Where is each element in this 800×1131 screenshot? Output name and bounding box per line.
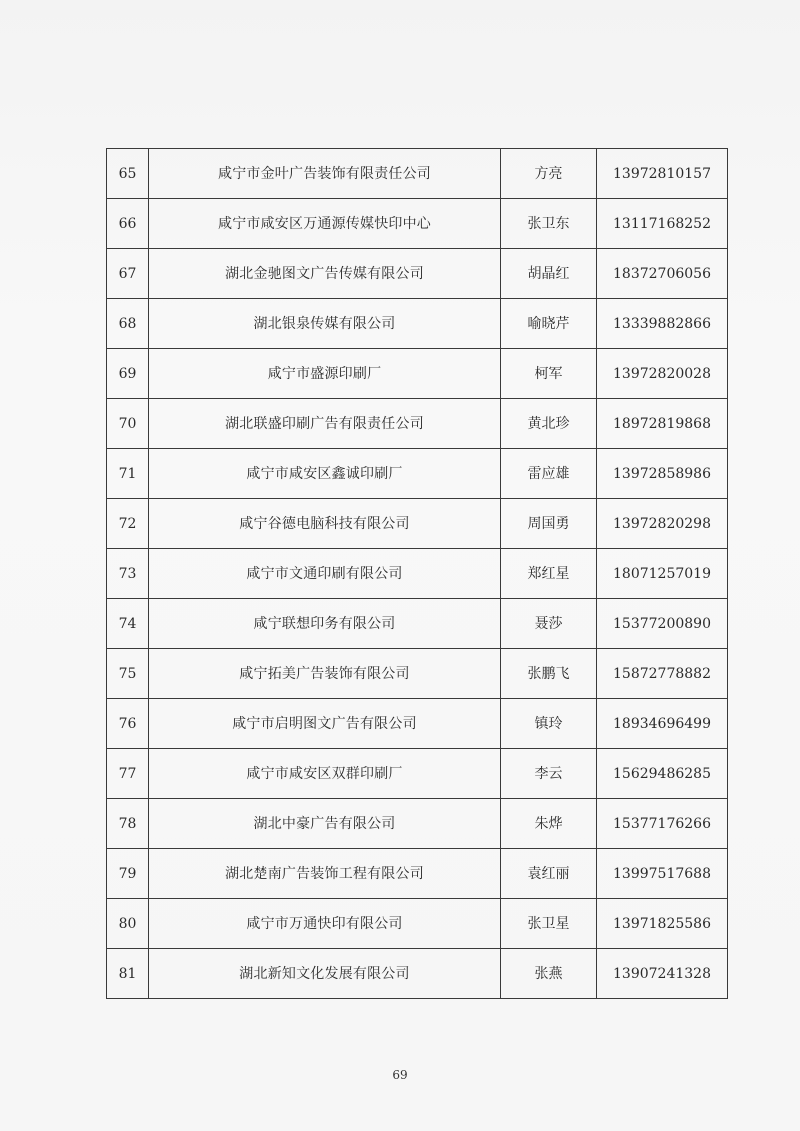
- company-name-cell: 湖北联盛印刷广告有限责任公司: [149, 399, 501, 449]
- company-name-cell: 咸宁市咸安区万通源传媒快印中心: [149, 199, 501, 249]
- table-row: [107, 549, 728, 599]
- company-name-cell: 咸宁市文通印刷有限公司: [149, 549, 501, 599]
- contact-person-cell: 镇玲: [501, 699, 597, 749]
- contact-person-cell: 张鹏飞: [501, 649, 597, 699]
- contact-person-cell: 张燕: [501, 949, 597, 999]
- company-name-cell: 湖北中豪广告有限公司: [149, 799, 501, 849]
- row-number-cell: 79: [107, 849, 149, 899]
- row-number-cell: 69: [107, 349, 149, 399]
- phone-number-cell: 13339882866: [597, 299, 728, 349]
- contact-person-cell: 周国勇: [501, 499, 597, 549]
- row-number-cell: 72: [107, 499, 149, 549]
- row-number-cell: 70: [107, 399, 149, 449]
- phone-number-cell: 15377200890: [597, 599, 728, 649]
- phone-number-cell: 18071257019: [597, 549, 728, 599]
- company-name-cell: 咸宁市万通快印有限公司: [149, 899, 501, 949]
- row-number-cell: 81: [107, 949, 149, 999]
- row-number-cell: 73: [107, 549, 149, 599]
- table-row: [107, 899, 728, 949]
- company-contact-table: [106, 148, 728, 999]
- phone-number-cell: 13972810157: [597, 149, 728, 199]
- phone-number-cell: 13971825586: [597, 899, 728, 949]
- table-row: [107, 499, 728, 549]
- table-row: [107, 399, 728, 449]
- page-number: 69: [392, 1068, 408, 1082]
- table-row: [107, 449, 728, 499]
- phone-number-cell: 13972820298: [597, 499, 728, 549]
- company-name-cell: 湖北银泉传媒有限公司: [149, 299, 501, 349]
- row-number-cell: 68: [107, 299, 149, 349]
- row-number-cell: 76: [107, 699, 149, 749]
- phone-number-cell: 18934696499: [597, 699, 728, 749]
- row-number-cell: 71: [107, 449, 149, 499]
- table-row: [107, 799, 728, 849]
- contact-person-cell: 胡晶红: [501, 249, 597, 299]
- contact-person-cell: 李云: [501, 749, 597, 799]
- phone-number-cell: 15377176266: [597, 799, 728, 849]
- table-row: [107, 849, 728, 899]
- company-name-cell: 咸宁拓美广告装饰有限公司: [149, 649, 501, 699]
- phone-number-cell: 13972858986: [597, 449, 728, 499]
- company-name-cell: 湖北金驰图文广告传媒有限公司: [149, 249, 501, 299]
- table-row: [107, 749, 728, 799]
- company-name-cell: 咸宁市咸安区双群印刷厂: [149, 749, 501, 799]
- table-row: [107, 299, 728, 349]
- row-number-cell: 67: [107, 249, 149, 299]
- row-number-cell: 74: [107, 599, 149, 649]
- table-row: [107, 649, 728, 699]
- table-row: [107, 349, 728, 399]
- contact-person-cell: 雷应雄: [501, 449, 597, 499]
- table-row: [107, 149, 728, 199]
- table-row: [107, 699, 728, 749]
- phone-number-cell: 15872778882: [597, 649, 728, 699]
- phone-number-cell: 13997517688: [597, 849, 728, 899]
- table-body: [107, 149, 728, 999]
- row-number-cell: 80: [107, 899, 149, 949]
- contact-person-cell: 黄北珍: [501, 399, 597, 449]
- table-row: [107, 249, 728, 299]
- table-row: [107, 199, 728, 249]
- row-number-cell: 78: [107, 799, 149, 849]
- phone-number-cell: 18972819868: [597, 399, 728, 449]
- company-name-cell: 咸宁市咸安区鑫诚印刷厂: [149, 449, 501, 499]
- row-number-cell: 65: [107, 149, 149, 199]
- company-name-cell: 湖北楚南广告装饰工程有限公司: [149, 849, 501, 899]
- phone-number-cell: 13972820028: [597, 349, 728, 399]
- company-name-cell: 咸宁市盛源印刷厂: [149, 349, 501, 399]
- phone-number-cell: 13117168252: [597, 199, 728, 249]
- phone-number-cell: 15629486285: [597, 749, 728, 799]
- company-name-cell: 咸宁市启明图文广告有限公司: [149, 699, 501, 749]
- row-number-cell: 77: [107, 749, 149, 799]
- company-name-cell: 湖北新知文化发展有限公司: [149, 949, 501, 999]
- phone-number-cell: 18372706056: [597, 249, 728, 299]
- contact-person-cell: 喻晓芹: [501, 299, 597, 349]
- contact-person-cell: 柯军: [501, 349, 597, 399]
- contact-person-cell: 袁红丽: [501, 849, 597, 899]
- contact-person-cell: 张卫东: [501, 199, 597, 249]
- contact-person-cell: 聂莎: [501, 599, 597, 649]
- row-number-cell: 66: [107, 199, 149, 249]
- contact-person-cell: 方亮: [501, 149, 597, 199]
- table-row: [107, 599, 728, 649]
- phone-number-cell: 13907241328: [597, 949, 728, 999]
- contact-person-cell: 朱烨: [501, 799, 597, 849]
- company-name-cell: 咸宁联想印务有限公司: [149, 599, 501, 649]
- table-row: [107, 949, 728, 999]
- contact-person-cell: 郑红星: [501, 549, 597, 599]
- company-name-cell: 咸宁市金叶广告装饰有限责任公司: [149, 149, 501, 199]
- row-number-cell: 75: [107, 649, 149, 699]
- contact-person-cell: 张卫星: [501, 899, 597, 949]
- company-name-cell: 咸宁谷德电脑科技有限公司: [149, 499, 501, 549]
